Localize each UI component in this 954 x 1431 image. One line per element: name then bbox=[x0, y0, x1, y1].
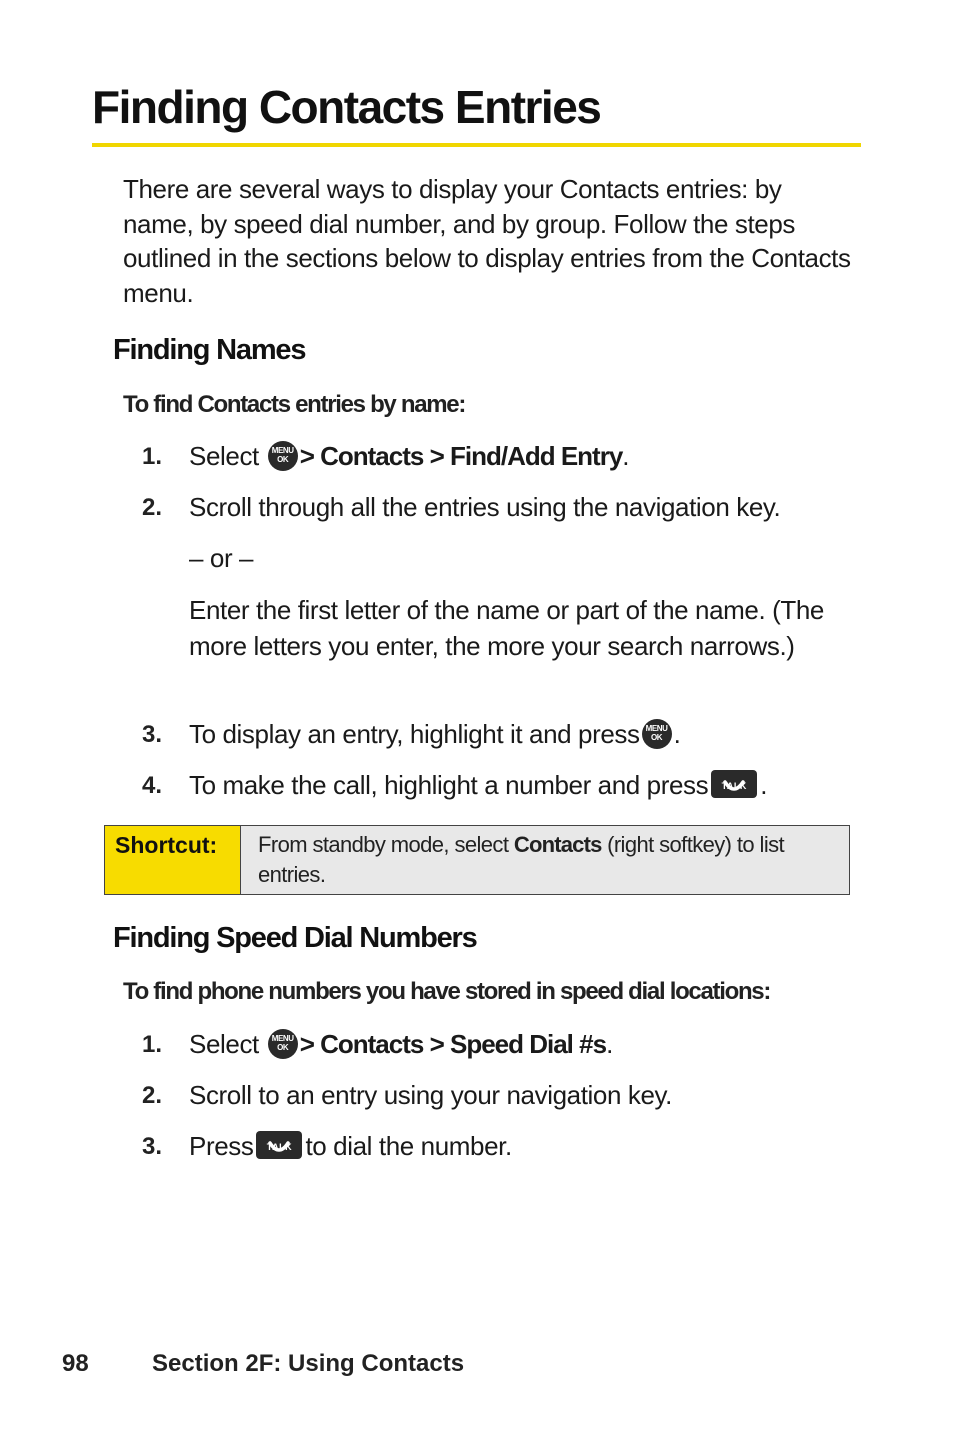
step-number: 3. bbox=[142, 721, 163, 748]
ok-key-label: OK bbox=[277, 1043, 289, 1053]
step-number: 3. bbox=[142, 1133, 163, 1160]
shortcut-text bbox=[241, 826, 849, 894]
step-number: 1. bbox=[142, 443, 163, 470]
step-number: 2. bbox=[142, 1082, 163, 1109]
step-number: 4. bbox=[142, 772, 163, 799]
step-text: Scroll to an entry using your navigation key. bbox=[189, 1080, 673, 1110]
step-text bbox=[189, 441, 629, 473]
page-number: 98 bbox=[62, 1350, 89, 1377]
step-suffix: . bbox=[673, 719, 681, 749]
menu-ok-key-icon bbox=[268, 1029, 298, 1059]
alternate-step-text: Enter the first letter of the name or part of the name. (The more letters you enter, the more your search narrows.) bbox=[189, 595, 824, 661]
step-suffix: . bbox=[606, 1029, 613, 1059]
shortcut-text-prefix: From standby mode, select bbox=[258, 832, 509, 857]
shortcut-label: Shortcut: bbox=[105, 826, 241, 894]
procedure-heading-speed-dial: To find phone numbers you have stored in speed dial locations: bbox=[123, 978, 771, 1005]
step-suffix: . bbox=[760, 770, 768, 800]
contacts-softkey-label: Contacts bbox=[513, 832, 602, 857]
menu-key-label: MENU bbox=[645, 724, 668, 734]
step-suffix: . bbox=[622, 441, 630, 471]
shortcut-callout bbox=[104, 825, 850, 895]
step-body: To make the call, highlight a number and press bbox=[189, 770, 709, 800]
step-text bbox=[189, 719, 680, 751]
shortcut-text-suffix: (right softkey) to list entries. bbox=[258, 832, 785, 887]
ok-key-label: OK bbox=[650, 733, 663, 743]
step-prefix: Press bbox=[189, 1131, 254, 1161]
or-separator: – or – bbox=[189, 543, 254, 573]
title-underline bbox=[92, 143, 861, 147]
section-heading-finding-names: Finding Names bbox=[113, 334, 306, 366]
step-prefix: Select bbox=[189, 441, 259, 471]
talk-key-label: TALK bbox=[266, 1142, 293, 1153]
step-text bbox=[189, 1131, 512, 1162]
step-suffix: to dial the number. bbox=[305, 1131, 512, 1161]
procedure-heading-by-name: To find Contacts entries by name: bbox=[123, 391, 466, 418]
menu-key-label: MENU bbox=[271, 1034, 294, 1044]
talk-key-icon bbox=[256, 1131, 302, 1159]
page-title: Finding Contacts Entries bbox=[92, 81, 601, 133]
step-number: 2. bbox=[142, 494, 163, 521]
section-footer: Section 2F: Using Contacts bbox=[152, 1350, 465, 1377]
intro-paragraph: There are several ways to display your Contacts entries: by name, by speed dial number, and by group. Follow the steps outlined in the sections below to display entries from the Contacts menu. bbox=[123, 174, 851, 309]
step-text: Scroll through all the entries using the navigation key. bbox=[189, 492, 781, 522]
step-text bbox=[189, 1029, 613, 1061]
menu-key-label: MENU bbox=[271, 446, 294, 456]
menu-ok-key-icon bbox=[268, 441, 298, 471]
ok-key-label: OK bbox=[277, 455, 289, 465]
section-heading-speed-dial: Finding Speed Dial Numbers bbox=[113, 922, 477, 954]
menu-ok-key-icon bbox=[642, 719, 672, 749]
talk-key-label: TALK bbox=[721, 781, 747, 792]
talk-key-icon bbox=[711, 770, 757, 798]
step-prefix: Select bbox=[189, 1029, 259, 1059]
step-text bbox=[189, 770, 767, 801]
menu-path: > Contacts > Find/Add Entry bbox=[299, 441, 623, 471]
step-number: 1. bbox=[142, 1031, 163, 1058]
step-body: To display an entry, highlight it and press bbox=[189, 719, 640, 749]
menu-path: > Contacts > Speed Dial #s bbox=[299, 1029, 607, 1059]
